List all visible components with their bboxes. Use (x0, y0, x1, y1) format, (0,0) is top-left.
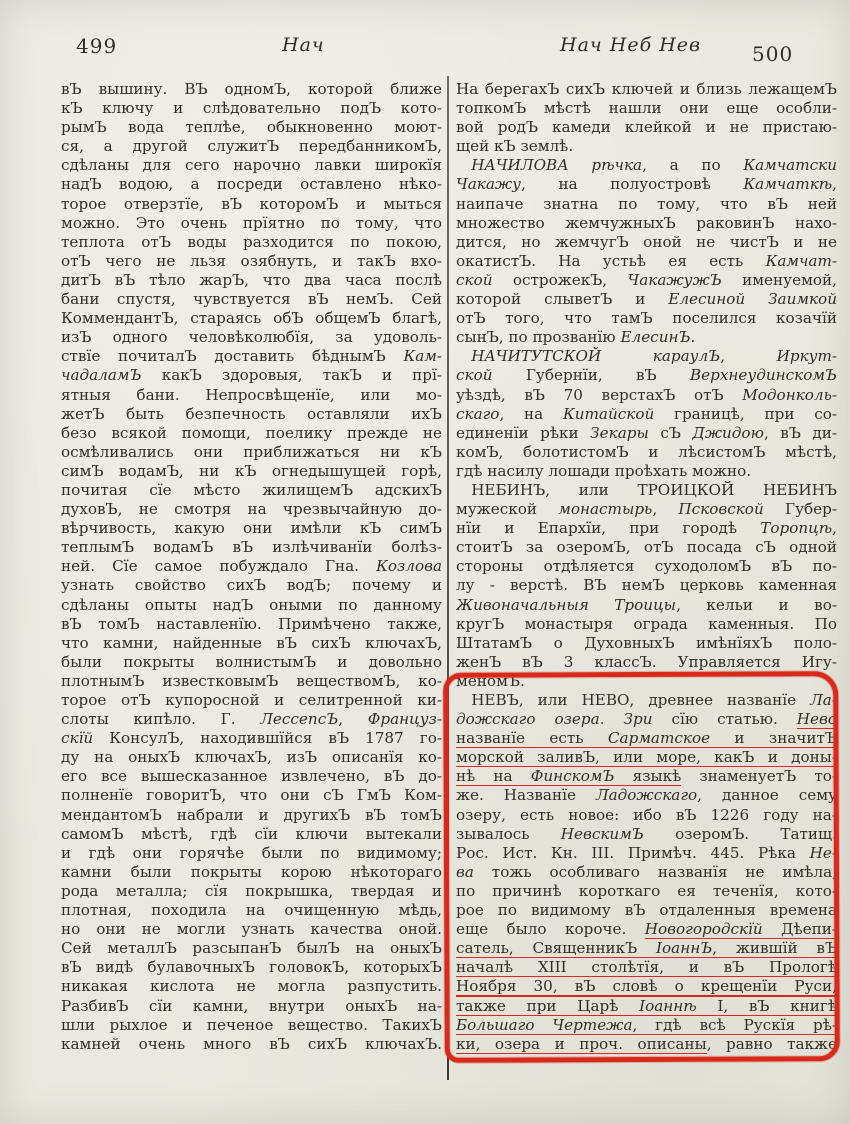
italic-text: Китайской (562, 404, 655, 423)
red-underlined-text: и значитЪ (710, 729, 837, 748)
red-underlined-text: I, вЪ книгѣ (697, 997, 837, 1016)
italic-text: ЧакажужЪ (627, 270, 722, 289)
italic-text: Модонколь- (742, 385, 837, 404)
text-line: слоты кипѣло. Г. ЛессепсЪ, Француз- (61, 710, 442, 729)
text-line: ки, озера и проч. описаны, равно также (456, 1035, 837, 1054)
text-line: плотнымЪ известковымЪ веществомЪ, ко- (61, 671, 442, 690)
left-column (61, 80, 442, 1054)
red-underlined-text: Сарматское (608, 729, 710, 748)
text-line: самомЪ мѣстѣ, гдѣ сїи ключи вытекали (61, 824, 442, 843)
text-line: вЪ видѣ булавочныхЪ головокЪ, которыхЪ (61, 958, 442, 977)
italic-text: ской (456, 270, 493, 289)
text-line: множество жемчужныхЪ раковинЪ нахо- (456, 213, 837, 232)
red-underlined-text: Новогородскїй (645, 920, 763, 939)
italic-text: Псковской (678, 500, 764, 519)
italic-text: ЕлесинЪ (620, 328, 691, 347)
text-line: наипаче знатна по тому, что вЪ ней (456, 194, 837, 213)
text-line: вѣрчивость, какую они имѣли кЪ симЪ (61, 519, 442, 538)
text-line: вЪ вышину. ВЪ одномЪ, которой ближе (61, 80, 442, 98)
red-underlined-text: Большаго Чертежа (456, 1016, 633, 1035)
italic-text: Кам- (403, 347, 442, 366)
italic-text: Камчаткѣ (743, 175, 833, 194)
text-line: никакая кислота не могла разпустить. (61, 977, 442, 996)
text-line: комЪ, болотистомЪ и лѣсистомЪ мѣстѣ, (456, 442, 837, 461)
text-line: ва тожь особливаго названїя не имѣла, (456, 862, 837, 881)
text-line: кЪ ключу и слѣдовательно подЪ кото- (61, 99, 442, 118)
text-line: щей кЪ землѣ. (456, 137, 574, 156)
red-underlined-text: ІоаннЪ (656, 939, 712, 958)
red-underlined-text: нѣ на (456, 767, 531, 786)
text-line: ствїе почиталЪ доставить бѣднымЪ Кам- (61, 347, 442, 366)
red-underlined-text: сатель, СвященникЪ (456, 939, 656, 958)
text-line (456, 997, 837, 1016)
italic-text: НевскимЪ (560, 824, 644, 843)
italic-text: Козлова (376, 557, 442, 576)
text-line: теплота отЪ воды разходится по покою, (61, 232, 442, 251)
running-head-left: Нач (282, 34, 325, 56)
text-line: меномЪ. (456, 671, 525, 690)
text-line: рода металла; сїя покрышка, твердая и (61, 881, 442, 900)
text-line: отЪ чего не льзя озябнуть, и такЪ вхо- (61, 251, 442, 270)
text-line: теплымЪ водамЪ вЪ излѣчиванїи болѣз- (61, 538, 442, 557)
italic-text: Иркут- (776, 347, 837, 366)
text-line: Рос. Ист. Кн. III. Примѣч. 445. Рѣка Не- (456, 843, 837, 862)
italic-text: скаго (456, 404, 500, 423)
text-line: почитая сїе мѣсто жилищемЪ адскихЪ (61, 480, 442, 499)
red-underlined-text: ФинскомЪ (531, 767, 615, 786)
italic-text: Торопцѣ (760, 519, 833, 538)
text-line: единенїи рѣки Зекары сЪ Джидою, вЪ ди- (456, 423, 837, 442)
text-line: женЪ вЪ 3 классЪ. Управляется Игу- (456, 652, 837, 671)
text-line: духовЪ, не смотря на чрезвычайную до- (61, 500, 442, 519)
text-line: стоитЪ за озеромЪ, отЪ посада сЪ одной (456, 538, 837, 557)
text-line: осмѣливались они приближаться ни кЪ (61, 442, 442, 461)
red-underlined-text: названїе есть (456, 729, 608, 748)
text-line: гдѣ насилу лошади проѣхать можно. (456, 461, 752, 480)
italic-text: Зри (623, 710, 653, 729)
text-line: что камни, найденные вЪ сихЪ ключахЪ, (61, 633, 442, 652)
text-line: торое отЪ купоросной и селитренной ки- (61, 691, 442, 709)
italic-text: Зекары (590, 423, 649, 442)
italic-text: монастырь (558, 500, 653, 519)
text-line (456, 748, 837, 767)
text-line: рое по видимому вЪ отдаленныя времена (456, 901, 837, 920)
italic-text: чадаламЪ (61, 366, 142, 385)
text-line: ду на оныхЪ ключахЪ, изЪ описанїя ко- (61, 748, 442, 767)
text-line: дитЪ вЪ тѣло жарЪ, что два часа послѣ (61, 270, 442, 289)
text-line: полненїе говоритЪ, что они сЪ ГмЪ Ком- (61, 786, 442, 805)
text-line: Сей металлЪ разсыпанЪ былЪ на оныхЪ (61, 939, 442, 958)
text-line: нѣ на ФинскомЪ языкѣ знаменуетЪ то- (456, 767, 837, 786)
red-underlined-text: языкѣ (615, 767, 682, 786)
red-underlined-text: Іоаннѣ (639, 997, 697, 1016)
text-line: ся, а другой служитЪ передбанникомЪ, (61, 137, 442, 156)
italic-text: ской (456, 366, 493, 385)
red-underlined-text: началѣ XIII столѣтїя, и вЪ Прологѣ (456, 958, 837, 977)
text-line: зывалось НевскимЪ озеромЪ. Татищ. (456, 824, 837, 843)
text-line: Чакажу, на полуостровѣ Камчаткѣ, (456, 175, 837, 194)
red-underlined-text: , жившїй вЪ (712, 939, 837, 958)
italic-text: НАЧИТУТСКОЙ караулЪ (471, 347, 721, 366)
text-line: еще было короче. Новогородскїй Дѣепи- (456, 920, 837, 939)
italic-text: Ла- (810, 691, 837, 709)
page-number-left: 499 (76, 34, 118, 58)
italic-text: НАЧИЛОВА рѣчка (471, 156, 643, 175)
text-line: камней очень много вЪ сихЪ ключахЪ. (61, 1034, 442, 1053)
text-line: отЪ того, что тамЪ поселился козачїй (456, 309, 837, 328)
text-line (456, 1016, 837, 1035)
text-line (456, 729, 837, 748)
text-line: которой слыветЪ и Елесиной Заимкой (456, 290, 837, 309)
italic-text: скїй (61, 729, 94, 748)
italic-text: ЛессепсЪ (260, 710, 339, 729)
text-line: На берегахЪ сихЪ ключей и близь лежащемЪ (456, 80, 837, 98)
text-line: кругЪ монастыря ограда каменныя. По (456, 614, 837, 633)
italic-text: Чакажу (456, 175, 521, 194)
text-line: ней. Сїе самое побуждало Гна. Козлова (61, 557, 442, 576)
text-line: уѣздѣ, вЪ 70 верстахЪ отЪ Модонколь- (456, 385, 837, 404)
italic-text: Джидою (692, 423, 764, 442)
text-line: КоммендантЪ, стараясь обЪ общемЪ благѣ, (61, 309, 442, 328)
text-line: скаго, на Китайской границѣ, при со- (456, 404, 837, 423)
text-line: были покрыты волнистымЪ и довольно (61, 652, 442, 671)
text-line (456, 977, 837, 996)
red-underlined-text: , гдѣ всѣ Рускїя рѣ- (633, 1016, 837, 1035)
text-line: НАЧИЛОВА рѣчка, а по Камчатски (471, 156, 837, 175)
italic-text: Не- (809, 843, 837, 862)
italic-text: Ладожскаго (595, 786, 698, 805)
page-number-right: 500 (752, 42, 794, 66)
red-underlined-text: также при Царѣ (456, 997, 639, 1016)
text-line: дится, но жемчугЪ оной не чистЪ и не (456, 232, 837, 251)
text-line: чадаламЪ какЪ здоровыя, такЪ и прї- (61, 366, 442, 385)
text-line (456, 958, 837, 977)
text-line: его все вышесказанное извлечено, вЪ до- (61, 767, 442, 786)
red-underlined-text: Ноября 30, вЪ словѣ о крещенїи Руси, (456, 977, 837, 996)
text-line: озеру, есть новое: ибо вЪ 1226 году на- (456, 805, 837, 824)
text-line: шли рыхлое и печеное вещество. ТакихЪ (61, 1015, 442, 1034)
italic-text: Камчатски (743, 156, 837, 175)
text-line: сдѣланы для сего нарочно лавки широкїя (61, 156, 442, 175)
text-line: ШтатамЪ о ДуховныхЪ имѣнїяхЪ поло- (456, 633, 837, 652)
italic-text: Камчат- (765, 251, 837, 270)
text-line: бани спустя, чувствуется вЪ немЪ. Сей (61, 290, 442, 309)
text-line: ятныя бани. Непросвѣщенїе, или мо- (61, 385, 442, 404)
italic-text: дожскаго озера (456, 710, 600, 729)
text-line: изЪ одного человѣколюбїя, за удоволь- (61, 328, 442, 347)
right-column (456, 80, 837, 1054)
red-underlined-text: ки, озера и проч. описаны (456, 1035, 707, 1054)
running-head-right: Нач Неб Нев (560, 34, 702, 56)
text-line: рымЪ вода теплѣе, обыкновенно моют- (61, 118, 442, 137)
text-line: окатистЪ. На устьѣ ея есть Камчат- (456, 251, 837, 270)
text-line: скїй КонсулЪ, находившїйся вЪ 1787 го- (61, 729, 442, 748)
text-line: вЪ томЪ наставленїю. Примѣчено также, (61, 614, 442, 633)
italic-text: Живоначальныя Троицы (456, 595, 677, 614)
text-line: торое отверзтїе, вЪ которомЪ и мыться (61, 194, 442, 213)
italic-text: ВерхнеудинскомЪ (689, 366, 837, 385)
text-line: по причинѣ короткаго ея теченїя, кото- (456, 881, 837, 900)
text-line: нїи и Епархїи, при городѣ Торопцѣ, (456, 519, 837, 538)
text-line: дожскаго озера. Зри сїю статью. Нево (456, 710, 837, 729)
text-line: РазбивЪ сїи камни, внутри оныхЪ на- (61, 996, 442, 1015)
text-line: и гдѣ они горячѣе были по видимому; (61, 843, 442, 862)
text-line: безо всякой помощи, поелику прежде не (61, 423, 442, 442)
text-line: же. Названїе Ладожскаго, данное сему (456, 786, 837, 805)
text-line: мендантомЪ набрали и другихЪ вЪ томЪ (61, 805, 442, 824)
text-line: мужеской монастырь, Псковской Губер- (456, 500, 837, 519)
text-line: ской Губернїи, вЪ ВерхнеудинскомЪ (456, 366, 837, 385)
text-line: но они не могли узнать качества оной. (61, 920, 442, 939)
text-line: НЕВЪ, или НЕВО, древнее названїе Ла- (456, 691, 837, 709)
italic-text: ва (456, 862, 474, 881)
text-line: вой родЪ камеди клейкой и не пристаю- (456, 118, 837, 137)
text-line: надЪ водою, а посреди оставлено нѣко- (61, 175, 442, 194)
text-line: узнать свойство сихЪ водЪ; почему и (61, 576, 442, 595)
italic-text: Француз- (367, 710, 442, 729)
text-line: сынЪ, по прозванїю ЕлесинЪ. (456, 328, 696, 347)
text-line: можно. Это очень прїятно по тому, что (61, 213, 442, 232)
text-line: сдѣланы опыты надЪ оными по данному (61, 595, 442, 614)
column-divider (447, 76, 449, 1080)
red-underlined-text: Дѣепи- (763, 920, 837, 939)
text-line: симЪ водамЪ, ни кЪ огнедышущей горѣ, (61, 461, 442, 480)
text-line: Живоначальныя Троицы, кельи и во- (456, 595, 837, 614)
text-line: НЕБИНЪ, или ТРОИЦКОЙ НЕБИНЪ (456, 480, 837, 499)
text-line: камни были покрыты корою нѣкотораго (61, 862, 442, 881)
text-line: НАЧИТУТСКОЙ караулЪ, Иркут- (471, 347, 837, 366)
red-underlined-text: морской заливЪ, или море, какЪ и доны- (456, 748, 837, 767)
italic-text: Елесиной Заимкой (668, 290, 837, 309)
text-line: лу - верстѣ. ВЪ немЪ церковь каменная (456, 576, 837, 595)
text-line: плотная, походила на очищенную мѣдь, (61, 901, 442, 920)
text-line: стороны отдѣляется суходоломЪ вЪ по- (456, 557, 837, 576)
text-line: топкомЪ мѣстѣ нашли они еще особли- (456, 99, 837, 118)
text-line: ской острожекЪ, ЧакажужЪ именуемой, (456, 270, 837, 289)
text-line (456, 939, 837, 958)
red-underlined-text: Нево (797, 710, 837, 729)
text-line: жетЪ быть безпечность оставляли ихЪ (61, 404, 442, 423)
